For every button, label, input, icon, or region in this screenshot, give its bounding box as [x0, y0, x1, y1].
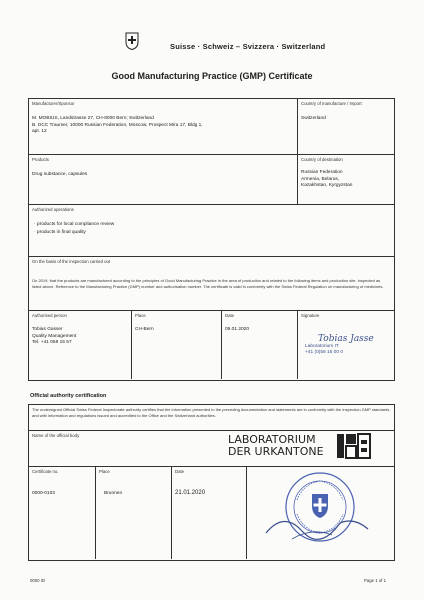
operation-item: · products for local compliance review	[34, 222, 115, 227]
divider	[171, 466, 172, 559]
products-label: Products	[32, 157, 49, 162]
authorised-text: Tobias Gasser Quality Management Tel. +41 058 15 57	[32, 327, 77, 345]
divider	[297, 98, 298, 204]
date-label: Date	[225, 313, 235, 318]
destination-value: Russian Federation Armenia, Belarus, Kazakhstan, Kyrgyzstan	[301, 170, 353, 188]
divider	[131, 310, 132, 379]
statement-label: On the basis of the inspection carried out	[32, 259, 111, 264]
divider	[221, 310, 222, 379]
official-place-value: Brunnen	[104, 491, 123, 496]
lab-name-line-2: DER URKANTONE	[228, 445, 324, 458]
lab-logo-icon	[336, 432, 372, 460]
official-body-label: Name of the official body	[32, 433, 80, 438]
official-date-value: 21.01.2020	[175, 490, 206, 496]
divider	[28, 204, 394, 205]
country-line: Suisse · Schweiz – Svizzera · Switzerland	[170, 42, 326, 51]
signature-stamp-note: Laboratorium IT +41 (0)58 15 00 0	[305, 344, 344, 355]
divider	[297, 310, 298, 379]
country-manufacture-label: Country of manufacture / Import	[301, 101, 362, 106]
divider	[28, 430, 394, 431]
operation-item: · products in final quality	[34, 230, 86, 235]
place-label: Place	[135, 313, 146, 318]
cert-no-value: 0000-0103	[32, 491, 55, 496]
manufacturer-text: M. MOBIUS, Landstrasse 27, CH-8000 Bern; Switzerland B. DCC Traumer, 10000 Russian Federation, Moscow, Prospect Mira 17, Bldg 1, apt. 12	[32, 116, 203, 134]
statement-text: On 2019, that the products are manufactured according to the principles of Good Manufacturing Practice in the area of production and related to the following items and production site, inspected as listed above. Reference to the Manufacturing Practice (GMP) number and authorisation number. The certificate is valid in conformity with the Swiss Federal Regulation on manufacturing of medicines.	[32, 278, 384, 289]
swiss-crest-icon	[125, 32, 139, 50]
date-value: 09.01.2020	[225, 327, 250, 332]
footer-id: 0000 ID	[30, 578, 46, 583]
divider	[95, 466, 96, 559]
country-manufacture-value: Switzerland	[301, 116, 326, 121]
products-text: Drug substance, capsules	[32, 172, 88, 177]
divider	[28, 310, 394, 311]
signature-label: Signature	[301, 313, 320, 318]
divider	[28, 466, 394, 467]
divider	[28, 256, 394, 257]
divider	[246, 466, 247, 559]
manufacturer-label: Manufacturer/Sponsor	[32, 101, 75, 106]
operations-label: Authorized operations	[32, 207, 74, 212]
lab-name-line-1: LABORATORIUM	[228, 433, 316, 446]
place-value: CH-Bern	[135, 327, 154, 332]
cert-no-label: Certificate no.	[32, 469, 59, 474]
authorised-label: Authorised person	[32, 313, 67, 318]
page-title: Good Manufacturing Practice (GMP) Certificate	[111, 71, 313, 81]
official-text: The undersigned Official Swiss Federal Inspectorate authority certifies that the information presented in the preceding documentation and statements are in conformity with the Inspection GMP standards and with information and regulations issued and accredited to the Office and the Switzerland authorities.	[32, 407, 390, 418]
destination-label: Country of destination	[301, 157, 343, 162]
footer-page: Page 1 of 1	[364, 578, 386, 583]
official-section-title: Official authority certification	[30, 393, 107, 399]
official-date-label: Date	[175, 469, 185, 474]
divider	[28, 154, 394, 155]
official-place-label: Place	[99, 469, 110, 474]
signature: Tobias Jasse	[318, 334, 374, 344]
official-signature-scribble	[262, 505, 372, 545]
